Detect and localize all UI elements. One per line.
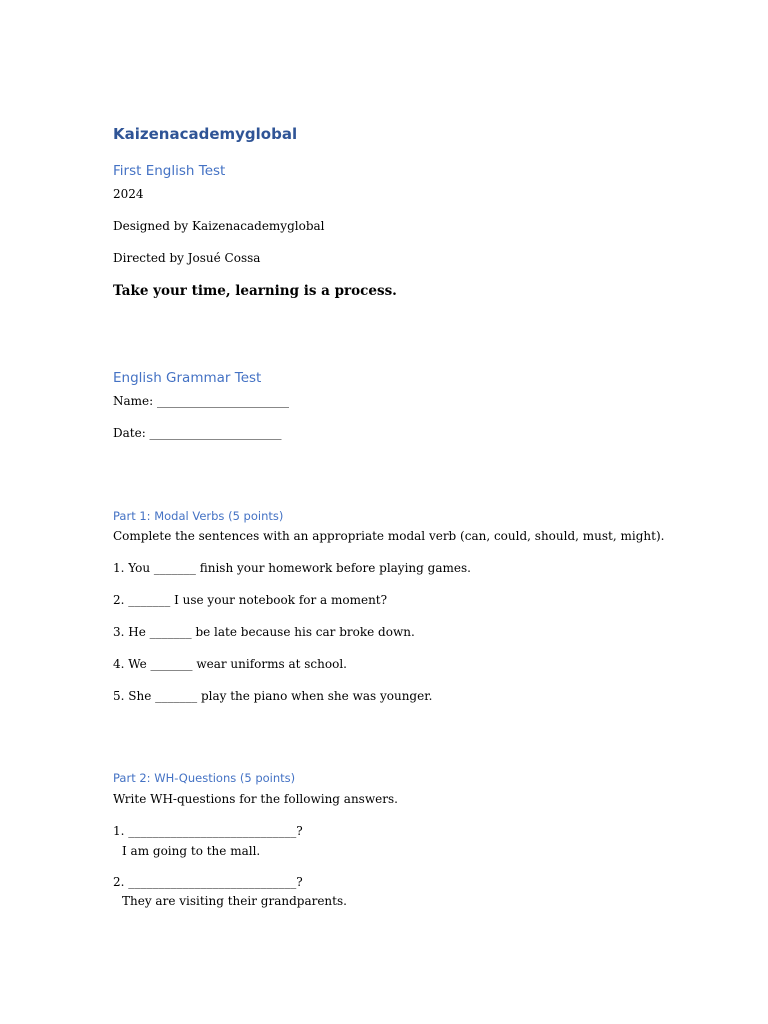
part2-instructions: Write WH-questions for the following answers.	[113, 792, 398, 806]
designed-by-line: Designed by Kaizenacademyglobal	[113, 219, 325, 233]
part1-item: 3. He _______ be late because his car broke down.	[113, 625, 415, 639]
part2-answer: They are visiting their grandparents.	[122, 894, 347, 908]
test-title: First English Test	[113, 163, 226, 179]
part1-item: 4. We _______ wear uniforms at school.	[113, 657, 347, 671]
name-field: Name: ______________________	[113, 394, 289, 408]
part2-answer: I am going to the mall.	[122, 844, 261, 858]
part2-question: 2. ____________________________?	[113, 875, 303, 889]
part1-heading: Part 1: Modal Verbs (5 points)	[113, 509, 284, 523]
date-field: Date: ______________________	[113, 426, 282, 440]
part2-heading: Part 2: WH-Questions (5 points)	[113, 771, 296, 785]
motto: Take your time, learning is a process.	[113, 283, 397, 299]
directed-by-line: Directed by Josué Cossa	[113, 251, 261, 265]
part1-item: 5. She _______ play the piano when she was younger.	[113, 689, 433, 703]
part1-instructions: Complete the sentences with an appropriate modal verb (can, could, should, must, might).	[113, 529, 665, 543]
organization-title: Kaizenacademyglobal	[113, 125, 298, 143]
part1-item: 1. You _______ finish your homework before playing games.	[113, 561, 471, 575]
part1-item: 2. _______ I use your notebook for a moment?	[113, 593, 388, 607]
test-year: 2024	[113, 187, 144, 201]
grammar-test-title: English Grammar Test	[113, 370, 262, 386]
part2-question: 1. ____________________________?	[113, 824, 303, 838]
